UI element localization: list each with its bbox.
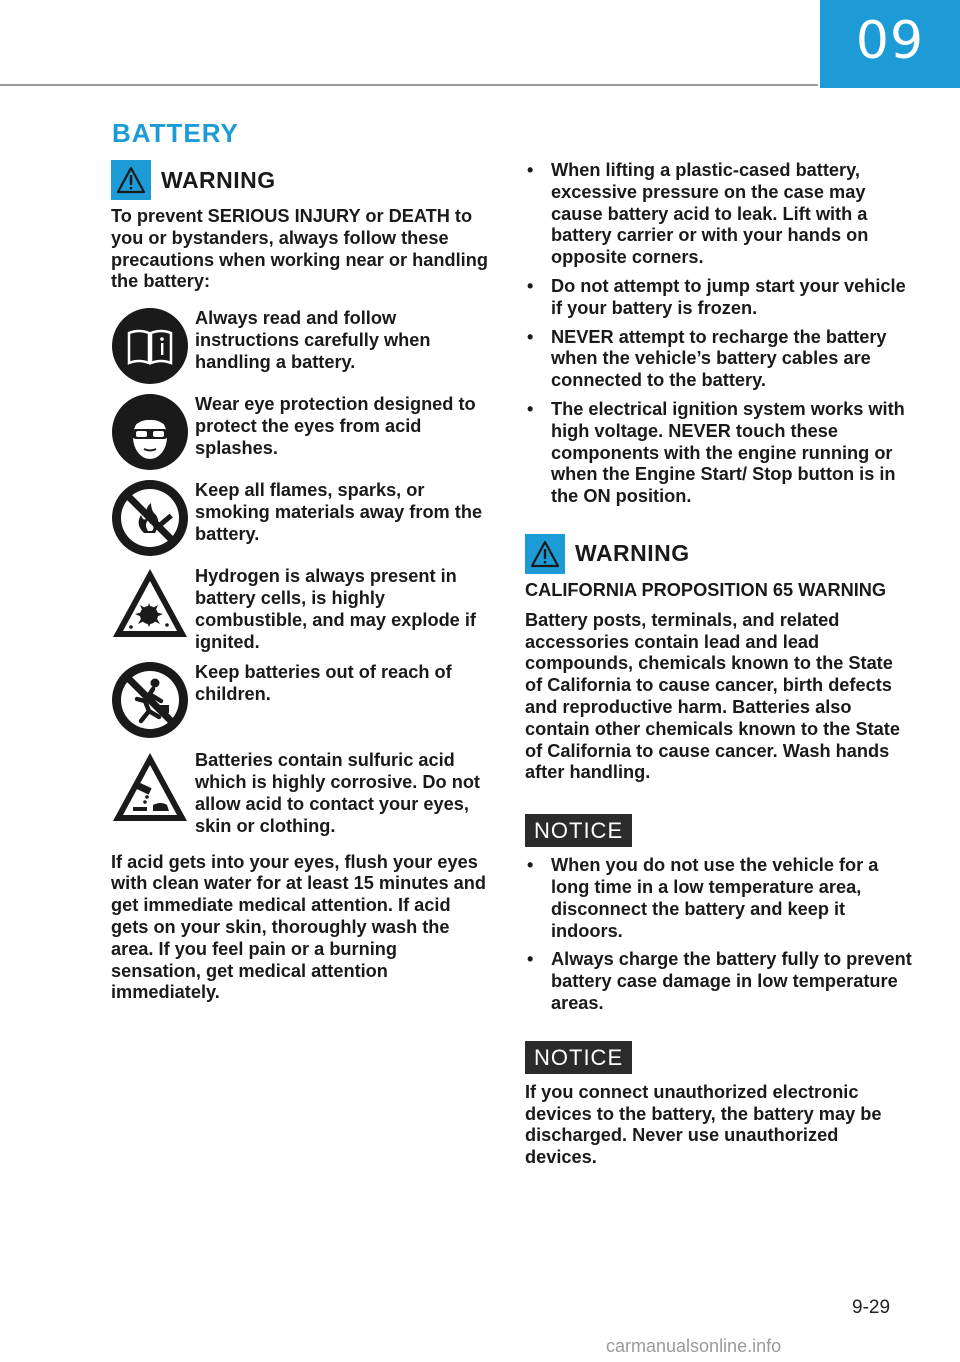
precaution-text: Hydrogen is always present in battery cells, is highly combustible, and may explode if ignited. bbox=[195, 566, 476, 652]
precaution-item bbox=[111, 749, 491, 837]
header-rule bbox=[0, 84, 818, 86]
list-item: • NEVER attempt to recharge the battery when the vehicle’s battery cables are connected to the battery. bbox=[527, 326, 887, 391]
precaution-text: Batteries contain sulfuric acid which is highly corrosive. Do not allow acid to contact your eyes, skin or clothing. bbox=[195, 750, 480, 836]
notice-block bbox=[525, 1041, 915, 1169]
warning-triangle-icon bbox=[111, 160, 151, 200]
explosion-hazard-icon bbox=[111, 565, 189, 643]
eye-protection-icon bbox=[111, 393, 189, 471]
warning-header bbox=[525, 534, 915, 574]
precaution-item bbox=[111, 565, 491, 653]
handling-bullets bbox=[525, 160, 915, 508]
warning-triangle-icon bbox=[525, 534, 565, 574]
precaution-item bbox=[111, 393, 491, 471]
notice-block bbox=[525, 814, 915, 1015]
precaution-item bbox=[111, 479, 491, 557]
list-item: • Do not attempt to jump start your vehicle if your battery is frozen. bbox=[527, 275, 906, 318]
right-column bbox=[525, 160, 915, 1169]
left-column bbox=[111, 160, 491, 1004]
notice-badge: NOTICE bbox=[525, 1041, 632, 1074]
warning-header bbox=[111, 160, 491, 200]
corrosive-acid-icon bbox=[111, 749, 189, 827]
notice-badge: NOTICE bbox=[525, 814, 632, 847]
precaution-text: Wear eye protection designed to protect the eyes from acid splashes. bbox=[195, 394, 476, 458]
precaution-text: Keep all flames, sparks, or smoking materials away from the battery. bbox=[195, 480, 483, 544]
list-item: • Always charge the battery fully to prevent battery case damage in low temperature areas. bbox=[527, 949, 912, 1013]
list-item: • When lifting a plastic-cased battery, excessive pressure on the case may cause battery acid to leak. Lift with a battery carrier or with your hands on opposite corners. bbox=[527, 160, 869, 268]
precaution-item bbox=[111, 307, 491, 385]
precaution-text: Keep batteries out of reach of children. bbox=[195, 662, 452, 705]
precaution-item bbox=[111, 661, 491, 739]
book-icon bbox=[111, 307, 189, 385]
list-item: • When you do not use the vehicle for a long time in a low temperature area, disconnect the battery and keep it indoors. bbox=[527, 855, 879, 941]
notice-bullets bbox=[525, 855, 915, 1015]
keep-away-children-icon bbox=[111, 661, 189, 739]
watermark: carmanualsonline.info bbox=[606, 1336, 782, 1356]
section-title: BATTERY bbox=[112, 118, 239, 148]
list-item: • The electrical ignition system works with high voltage. NEVER touch these components with the engine running or when the Engine Start/ Stop button is in the ON position. bbox=[527, 398, 905, 507]
notice-text: If you connect unauthorized electronic devices to the battery, the battery may be discharged. Never use unauthorized devices. bbox=[525, 1081, 882, 1168]
no-flames-icon bbox=[111, 479, 189, 557]
chapter-tab: 09 bbox=[820, 0, 960, 88]
page-number: 9-29 bbox=[852, 1297, 891, 1318]
prop65-text: Battery posts, terminals, and related accessories contain lead and lead compounds, chemicals known to the State of California to cause cancer, birth defects and reproductive harm. Batteries also contain other chemicals known to the State of California to cause cancer. Wash hands after handling. bbox=[525, 609, 900, 783]
warning-title: WARNING bbox=[161, 166, 276, 193]
precaution-text: Always read and follow instructions carefully when handling a battery. bbox=[195, 308, 431, 372]
prop65-heading: CALIFORNIA PROPOSITION 65 WARNING bbox=[525, 579, 887, 600]
warning-title: WARNING bbox=[575, 540, 690, 567]
warning-intro: To prevent SERIOUS INJURY or DEATH to you or bystanders, always follow these precautions when working near or handling the battery: bbox=[111, 206, 488, 292]
acid-first-aid-text: If acid gets into your eyes, flush your eyes with clean water for at least 15 minutes and get immediate medical attention. If acid gets on your skin, thoroughly wash the area. If you feel pain or a burning sensation, get medical attention immediately. bbox=[111, 851, 486, 1003]
